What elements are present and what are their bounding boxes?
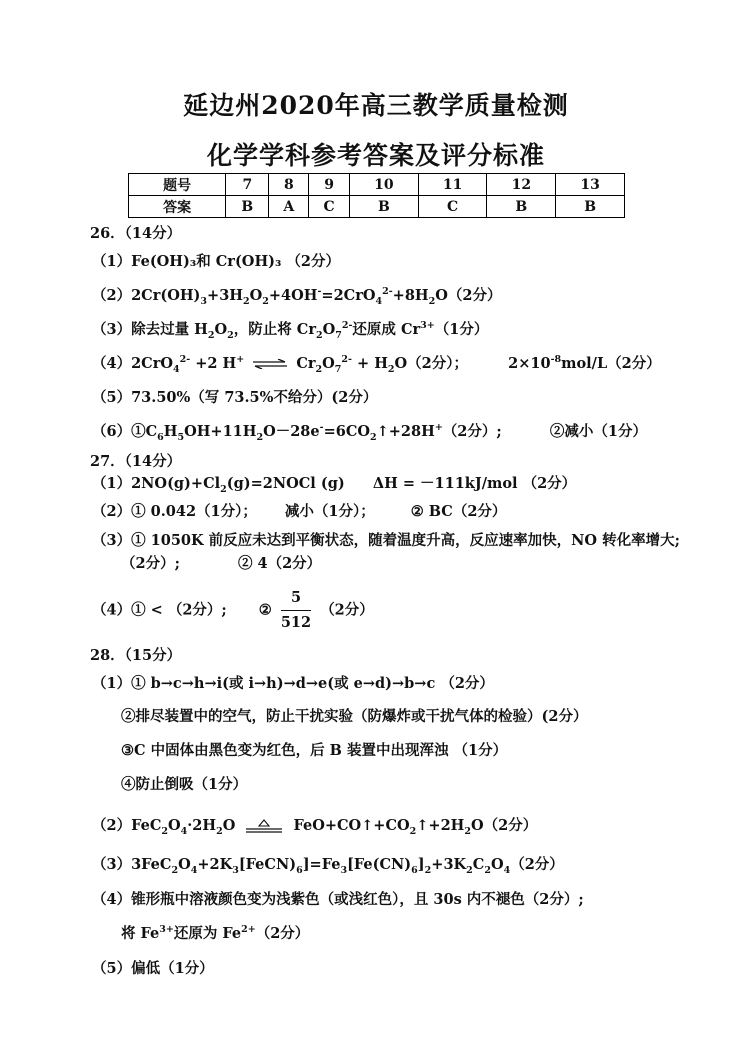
q26-heading: 26．（14分） <box>90 225 182 242</box>
question-number: 13 <box>556 174 625 196</box>
answer-cell: C <box>418 196 487 218</box>
q28-answer-5: （5）偏低（1分） <box>92 960 214 977</box>
answer-table-answer-row <box>129 196 625 218</box>
q28-answer-4: （4）锥形瓶中溶液颜色变为浅紫色（或浅红色），且 30s 内不褪色（2分）; <box>92 891 584 908</box>
q27-heading: 27．（14分） <box>90 453 182 470</box>
document-title: 延边州2020年高三教学质量检测 <box>183 91 569 120</box>
q27-answer-3: （3）① 1050K 前反应未达到平衡状态，随着温度升高，反应速率加快，NO 转化率增大; <box>92 532 680 549</box>
answer-table-header-row <box>129 174 625 196</box>
question-number: 9 <box>309 174 350 196</box>
answer-cell: C <box>309 196 350 218</box>
equilibrium-arrow-icon <box>252 359 288 369</box>
answer-cell: B <box>487 196 556 218</box>
q27-answer-4: （4）① < （2分）; ② $\frac{5}{512}$ （2分） <box>92 589 374 631</box>
question-number: 12 <box>487 174 556 196</box>
q28-heading: 28．（15分） <box>90 647 182 664</box>
question-number: 8 <box>269 174 309 196</box>
q28-answer-3: $(3)3FeC_2O_4+2K_3[FeCN)_6]=Fe_3[Fe(CN)_6]_2+3K_2C_2O_4(2$分） <box>92 856 564 876</box>
q26-answer-5: （5）73.50%（写 73.5%不给分）(2分） <box>92 389 378 406</box>
fraction <box>281 588 311 633</box>
answer-cell: A <box>269 196 309 218</box>
answer-cell: B <box>556 196 625 218</box>
q27-answer-2: （2）① 0.042（1分）； 减小（1分）； ② BC（2分） <box>92 503 507 520</box>
q26-answer-1: （1）Fe(OH)₃和 Cr(OH)₃ （2分） <box>92 253 340 270</box>
q28-answer-4-cont: 将 $Fe^{3+}$还原为 $Fe^{2+}(2$分） <box>121 924 310 942</box>
answer-cell: B <box>350 196 419 218</box>
q27-answer-1: $(1)2NO(g)+Cl_2(g)=2NOCl$ (g) ΔH = －111kJ/mol （2分） <box>92 475 577 495</box>
question-number: 7 <box>226 174 269 196</box>
question-number: 11 <box>418 174 487 196</box>
q26-answer-3: （3）除去过量 $H_2O_2$，防止将 $Cr_2O_7^{2-}$还原成 $Cr^{3+}(1$分） <box>92 320 489 341</box>
q26-answer-2: $(2)2Cr(OH)_3+3H_2O_2+4OH^-=2CrO_4^{2-}+8H_2O(2$分） <box>92 286 502 307</box>
q26-answer-4: （4）2CrO$_4^{2-}$ +2 H+ $Cr_2O_7^{2-} + H_2O(2$分）； $2\times 10^{-8}mol/L(2$分） <box>92 354 661 375</box>
q28-answer-1: （1）① b→c→h→i(或 i→h)→d→e(或 e→d)→b→c （2分） <box>92 675 494 692</box>
question-number: 10 <box>350 174 419 196</box>
q28-answer-1-3: ③C 中固体由黑色变为红色，后 B 装置中出现浑浊 （1分） <box>121 742 508 759</box>
q28-answer-1-2: ②排尽装置中的空气，防止干扰实验（防爆炸或干扰气体的检验）(2分） <box>121 708 588 725</box>
heating-condition-icon <box>244 819 284 833</box>
table-row-label: 答案 <box>129 196 226 218</box>
q27-answer-3-cont: （2分）; ② 4（2分） <box>121 555 322 572</box>
answer-table <box>128 173 625 218</box>
q26-answer-6: $(6)①C_6H_5OH+11H_2O-28e^-=6CO_2↑+28H^+(2$分）; ②减小（1分） <box>92 422 647 443</box>
answer-cell: B <box>226 196 269 218</box>
fraction-denominator: 512 <box>280 614 312 631</box>
document-subtitle: 化学学科参考答案及评分标准 <box>206 141 545 170</box>
table-row-label: 题号 <box>129 174 226 196</box>
q28-answer-2: $(2)FeC_2O_4\cdot 2H_2O$ $FeO+CO↑+CO_2↑+2H_2O(2$分） <box>92 817 538 837</box>
fraction-numerator: 5 <box>281 588 311 611</box>
q28-answer-1-4: ④防止倒吸（1分） <box>121 776 248 793</box>
